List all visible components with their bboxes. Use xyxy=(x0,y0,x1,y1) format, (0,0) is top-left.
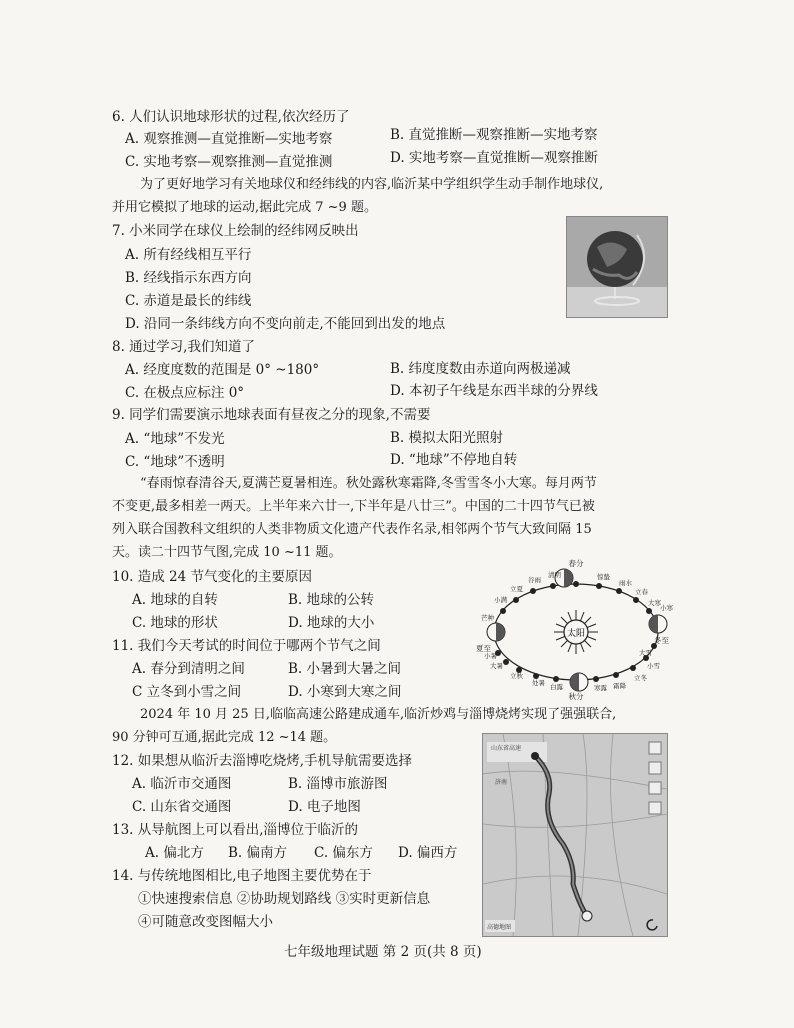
globe-icon xyxy=(567,217,667,317)
term-xiaoxue: 小雪 xyxy=(647,662,660,670)
term-lidong: 立冬 xyxy=(634,674,647,682)
q10-option-c: C. 地球的形状 xyxy=(132,615,218,631)
q13-option-b: B. 偏南方 xyxy=(228,845,288,861)
term-liqiu: 立秋 xyxy=(510,672,523,680)
term-xiazhi: 夏至 xyxy=(476,644,491,653)
term-lixia: 立夏 xyxy=(510,585,523,593)
q6-option-b: B. 直觉推断—观察推断—实地考察 xyxy=(390,127,598,143)
q7-option-c: C. 赤道是最长的纬线 xyxy=(125,293,252,309)
intro-12-14-line1: 2024 年 10 月 25 日,临临高速公路建成通车,临沂炒鸡与淄博烧烤实现了强强联合, xyxy=(140,707,617,722)
q7-option-b: B. 经线指示东西方向 xyxy=(125,270,252,286)
q12-option-a: A. 临沂市交通图 xyxy=(132,776,232,792)
q7-option-a: A. 所有经线相互平行 xyxy=(125,247,252,263)
intro-10-11-line3: 列入联合国教科文组织的人类非物质文化遗产代表作名录,相邻两个节气大致间隔 15 xyxy=(112,522,592,537)
q14-statements-line1: ①快速搜索信息 ②协助规划路线 ③实时更新信息 xyxy=(138,891,431,907)
term-lichun: 立春 xyxy=(635,588,648,596)
q7-stem: 7. 小米同学在球仪上绘制的经纬网反映出 xyxy=(112,223,359,239)
q9-option-b: B. 模拟太阳光照射 xyxy=(390,430,504,446)
q6-stem: 6. 人们认识地球形状的过程,依次经历了 xyxy=(112,109,350,125)
q8-option-c: C. 在极点应标注 0° xyxy=(125,385,245,401)
intro-10-11-line4: 天。读二十四节气图,完成 10 ~11 题。 xyxy=(112,545,342,560)
term-chushu: 处暑 xyxy=(532,679,545,687)
term-jingzhe: 惊蛰 xyxy=(597,573,610,581)
q9-option-a: A. “地球”不发光 xyxy=(125,431,225,447)
map-graphic xyxy=(483,734,667,936)
term-hanlu: 寒露 xyxy=(594,684,607,692)
solar-terms-diagram xyxy=(476,558,676,700)
term-xiaoman: 小满 xyxy=(494,596,507,604)
q9-stem: 9. 同学们需要演示地球表面有昼夜之分的现象,不需要 xyxy=(112,407,431,423)
term-dahan: 大寒 xyxy=(648,599,661,607)
q13-stem: 13. 从导航图上可以看出,淄博位于临沂的 xyxy=(112,822,359,838)
q11-option-c: C 立冬到小雪之间 xyxy=(132,684,242,700)
sun-label: 太阳 xyxy=(566,629,586,639)
q8-option-d: D. 本初子午线是东西半球的分界线 xyxy=(390,383,598,399)
page-footer: 七年级地理试题 第 2 页(共 8 页) xyxy=(284,944,482,960)
term-xiaoshu: 小暑 xyxy=(484,652,497,660)
term-bailu: 白露 xyxy=(550,683,563,691)
q14-stem: 14. 与传统地图相比,电子地图主要优势在于 xyxy=(112,868,372,884)
term-shuangjiang: 霜降 xyxy=(613,682,626,690)
earth-autumn-icon xyxy=(570,673,588,691)
term-chunfen: 春分 xyxy=(568,559,584,568)
intro-10-11-line1: “春雨惊春清谷天,夏满芒夏暑相连。秋处露秋寒霜降,冬雪雪冬小大寒。每月两节 xyxy=(140,476,597,491)
term-mangzhong: 芒种 xyxy=(481,614,494,622)
q11-option-d: D. 小寒到大寒之间 xyxy=(288,684,402,700)
q9-option-c: C. “地球”不透明 xyxy=(125,454,225,470)
q8-stem: 8. 通过学习,我们知道了 xyxy=(112,339,255,355)
earth-winter-icon xyxy=(649,615,667,633)
q11-stem: 11. 我们今天考试的时间位于哪两个节气之间 xyxy=(112,638,381,654)
q10-option-d: D. 地球的大小 xyxy=(288,615,375,631)
q11-option-b: B. 小暑到大暑之间 xyxy=(288,661,402,677)
q8-option-a: A. 经度度数的范围是 0° ~180° xyxy=(125,362,320,378)
term-qingming: 清明 xyxy=(548,571,561,579)
intro-7-9-line2: 并用它模拟了地球的运动,据此完成 7 ~9 题。 xyxy=(112,200,377,215)
q6-option-c: C. 实地考察—观察推测—直觉推测 xyxy=(125,154,333,170)
term-daxue: 大雪 xyxy=(639,649,652,657)
q12-option-b: B. 淄博市旅游图 xyxy=(288,776,388,792)
q10-option-b: B. 地球的公转 xyxy=(288,592,375,608)
map-logo: 高德地图 xyxy=(487,924,512,931)
q7-option-d: D. 沿同一条纬线方向不变向前走,不能回到出发的地点 xyxy=(125,316,446,332)
q9-option-d: D. “地球”不停地自转 xyxy=(390,452,518,468)
q11-option-a: A. 春分到清明之间 xyxy=(132,661,245,677)
q14-statements-line2: ④可随意改变图幅大小 xyxy=(138,914,273,930)
q10-stem: 10. 造成 24 节气变化的主要原因 xyxy=(112,569,313,585)
navigation-map xyxy=(482,733,668,937)
term-dashu: 大暑 xyxy=(490,662,503,670)
term-yushui: 雨水 xyxy=(619,579,632,587)
intro-12-14-line2: 90 分钟可互通,据此完成 12 ~14 题。 xyxy=(112,730,337,745)
earth-summer-icon xyxy=(487,623,505,641)
q10-option-a: A. 地球的自转 xyxy=(132,592,218,608)
q12-option-c: C. 山东省交通图 xyxy=(132,799,232,815)
q13-option-a: A. 偏北方 xyxy=(145,845,204,861)
intro-7-9-line1: 为了更好地学习有关地球仪和经纬线的内容,临沂某中学组织学生动手制作地球仪, xyxy=(140,177,604,192)
intro-10-11-line2: 不变更,最多相差一两天。上半年来六廿一,下半年是八廿三”。中国的二十四节气已被 xyxy=(112,499,595,514)
q12-stem: 12. 如果想从临沂去淄博吃烧烤,手机导航需要选择 xyxy=(112,753,413,769)
term-qiufen: 秋分 xyxy=(568,692,584,700)
q8-option-b: B. 纬度度数由赤道向两极递减 xyxy=(390,361,571,377)
q13-option-c: C. 偏东方 xyxy=(314,845,373,861)
term-guyu: 谷雨 xyxy=(528,576,541,584)
route-end-marker xyxy=(582,911,592,921)
route-start-marker xyxy=(531,752,539,760)
q13-option-d: D. 偏西方 xyxy=(398,845,458,861)
q6-option-d: D. 实地考察—直觉推断—观察推断 xyxy=(390,150,598,166)
q6-option-a: A. 观察推测—直觉推断—实地考察 xyxy=(125,131,333,147)
globe-photo xyxy=(566,216,668,318)
q12-option-d: D. 电子地图 xyxy=(288,799,361,815)
term-xiaohan: 小寒 xyxy=(660,604,673,612)
map-label-jinan: 济南 xyxy=(495,779,508,786)
term-dongzhi: 冬至 xyxy=(654,636,669,645)
map-label-expressway: 山东省高速 xyxy=(491,745,522,752)
